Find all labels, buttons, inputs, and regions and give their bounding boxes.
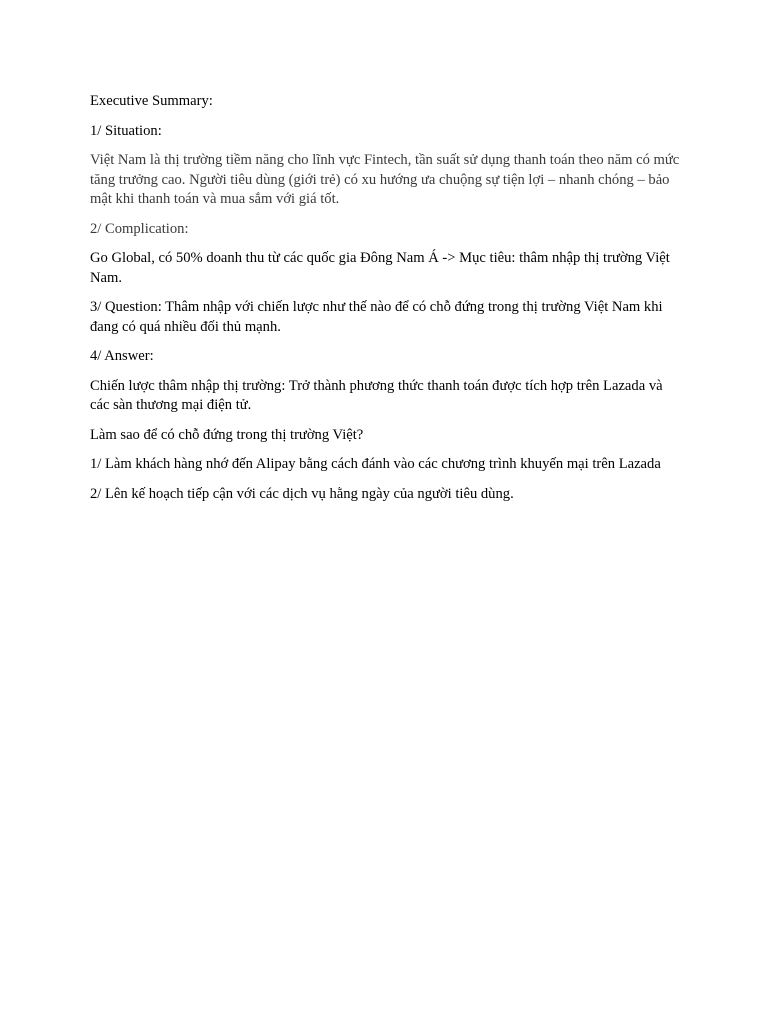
section-label-situation: 1/ Situation: [90,122,162,139]
section-label-answer: 4/ Answer: [90,348,154,364]
section-label-complication: 2/ Complication: [90,220,189,237]
list-item-point-1: 1/ Làm khách hàng nhớ đến Alipay bằng cách đánh vào các chương trình khuyến mại trên Lazada [90,456,661,472]
paragraph-situation: Việt Nam là thị trường tiềm năng cho lĩnh vực Fintech, tần suất sử dụng thanh toán theo năm có mức tăng trưởng cao. Người tiêu dùng (giới trẻ) có xu hướng ưa chuộng sự tiện lợi – nhanh chóng – bảo mật khi thanh toán và mua sắm với giá tốt. [90,152,680,207]
paragraph-question: 3/ Question: Thâm nhập với chiến lược như thế nào để có chỗ đứng trong thị trường Việt Nam khi đang có quá nhiều đối thủ mạnh. [90,299,663,335]
list-item-point-2: 2/ Lên kế hoạch tiếp cận với các dịch vụ hằng ngày của người tiêu dùng. [90,485,514,502]
document-body [90,92,680,514]
heading-executive-summary: Executive Summary: [90,93,213,109]
paragraph-answer: Chiến lược thâm nhập thị trường: Trở thành phương thức thanh toán được tích hợp trên Lazada và các sàn thương mại điện tử. [90,377,663,413]
paragraph-subquestion: Làm sao để có chỗ đứng trong thị trường Việt? [90,426,364,443]
paragraph-complication: Go Global, có 50% doanh thu từ các quốc gia Đông Nam Á -> Mục tiêu: thâm nhập thị trường Việt Nam. [90,250,670,286]
